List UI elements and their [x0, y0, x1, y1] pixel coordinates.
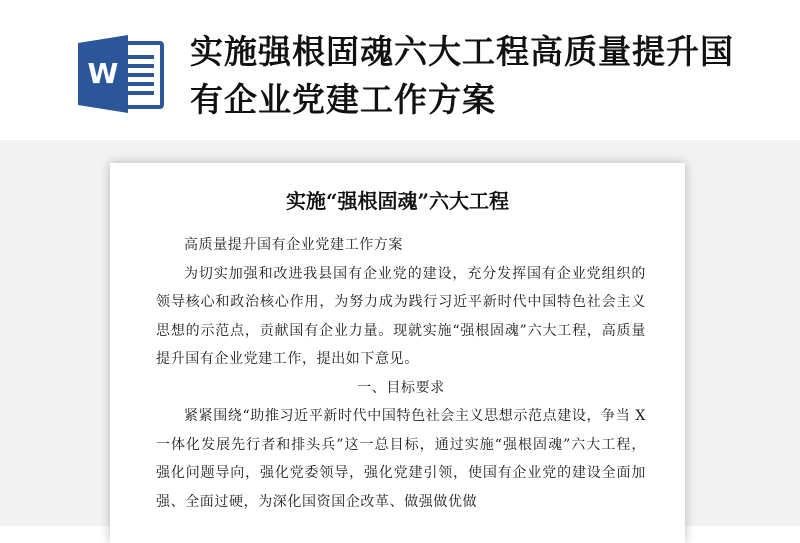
word-document-icon — [76, 33, 166, 115]
document-subtitle: 高质量提升国有企业党建工作方案 — [184, 237, 403, 253]
svg-text:W: W — [87, 57, 119, 90]
document-body — [156, 231, 646, 516]
section-heading: 一、目标要求 — [357, 379, 445, 396]
document-title: 实施“强根固魂”六大工程 — [285, 189, 509, 213]
paragraph-goals: 紧紧围绕“助推习近平新时代中国特色社会主义思想示范点建设，争当 X 一体化发展先行者和排头兵”这一总目标，通过实施“强根固魂”六大工程，强化问题导向，强化党委领导，强化党建引领，使国有企业党的建设全面加强、全面过硬，为深化国资国企改革、做强做优做 — [156, 408, 646, 510]
header-banner — [0, 0, 800, 140]
paragraph-intro: 为切实加强和改进我县国有企业党的建设，充分发挥国有企业党组织的领导核心和政治核心作用，为努力成为践行习近平新时代中国特色社会主义思想的示范点，贡献国有企业力量。现就实施“强根固魂”六大工程，高质量提升国有企业党建工作，提出如下意见。 — [156, 265, 646, 367]
page-title: 实施强根固魂六大工程高质量提升国有企业党建工作方案 — [190, 32, 734, 119]
document-page — [110, 163, 685, 543]
